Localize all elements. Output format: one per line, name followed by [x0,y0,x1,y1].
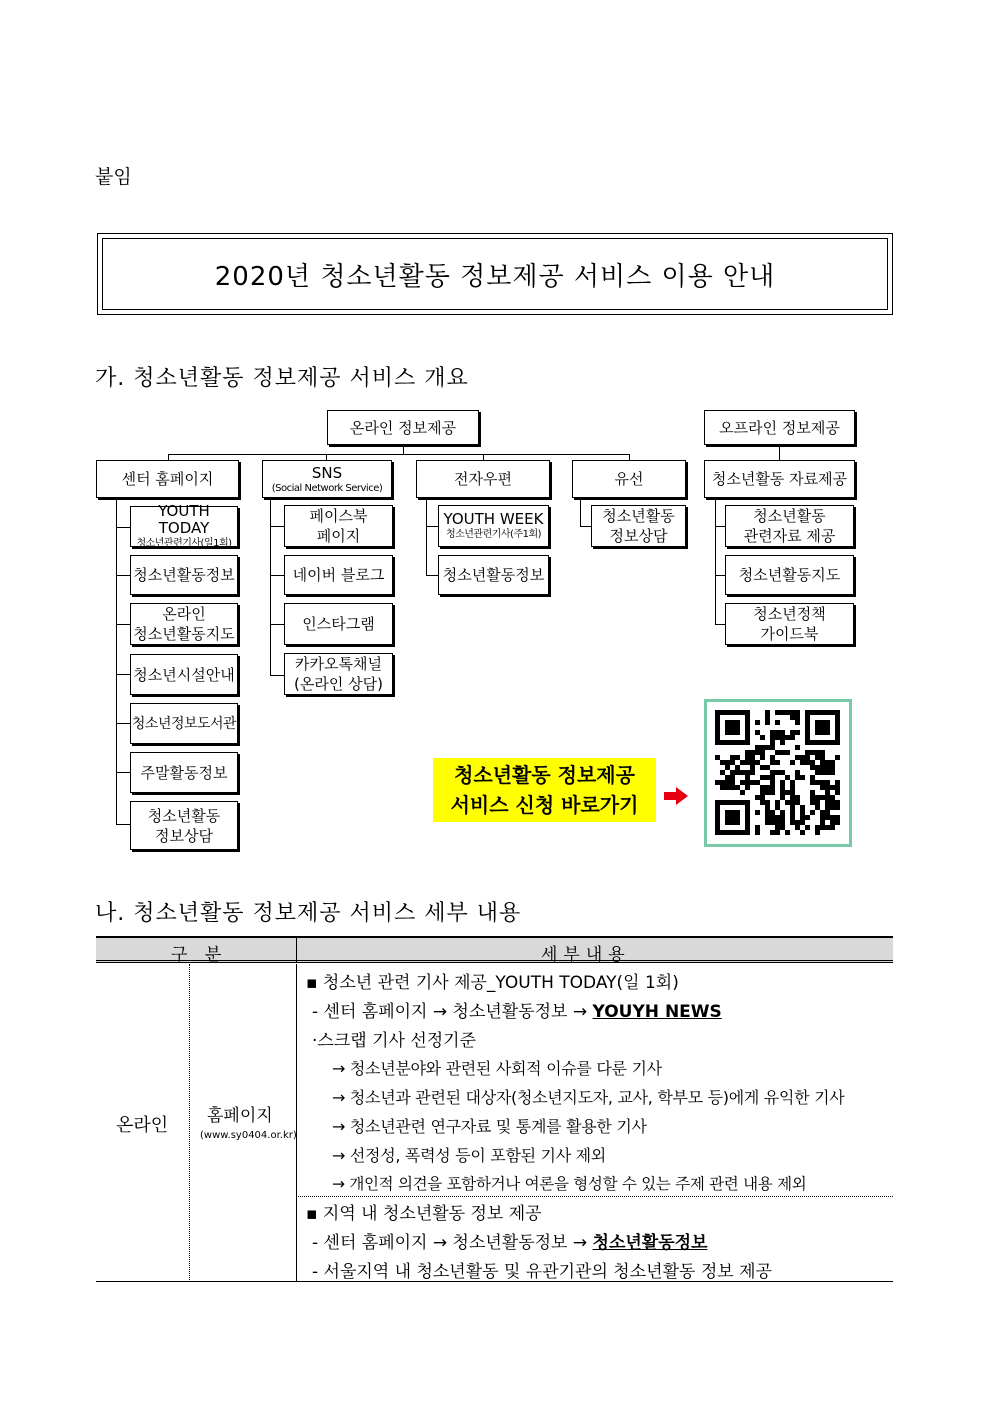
offline-activity-map-box: 청소년활동지도 [725,555,854,595]
youth-today-box: YOUTH TODAY 청소년관련기사(일1회) [130,506,238,547]
detail-line: → 선정성, 폭력성 등이 포함된 기사 제외 [332,1146,606,1165]
section-a-heading: 가. 청소년활동 정보제공 서비스 개요 [95,366,469,391]
online-root-box: 온라인 정보제공 [327,410,479,445]
subcategory-homepage: 홈페이지 [207,1106,273,1126]
title-box [97,233,893,315]
detail-line: ·스크랩 기사 선정기준 [312,1031,477,1051]
qr-code-icon [707,702,849,844]
detail-line: - 서울지역 내 청소년활동 및 유관기관의 청소년활동 정보 제공 [312,1262,772,1282]
right-arrow-icon [664,787,688,805]
activity-info-link[interactable]: 청소년활동정보 [592,1233,708,1253]
promo-line-2: 서비스 신청 바로가기 [450,793,639,817]
offline-root-box: 오프라인 정보제공 [704,410,855,445]
youth-facility-box: 청소년시설안내 [130,654,238,695]
weekend-activity-box: 주말활동정보 [130,752,238,793]
table-header [96,936,893,963]
attachment-label: 붙임 [95,166,132,188]
materials-provision-box: 청소년활동 관련자료 제공 [725,505,854,547]
offline-materials-box: 청소년활동 자료제공 [704,460,855,498]
detail-line: ▪ 청소년 관련 기사 제공_YOUTH TODAY(일 1회) [306,973,679,993]
activity-counsel-box: 청소년활동 정보상담 [130,801,238,850]
phone-counsel-box: 청소년활동 정보상담 [591,505,686,547]
detail-line: → 청소년분야와 관련된 사회적 이슈를 다룬 기사 [332,1059,662,1078]
header-category: 구 분 [171,945,228,965]
youth-news-link[interactable]: YOUYH NEWS [592,1002,722,1022]
apply-shortcut-banner[interactable] [433,758,656,822]
detail-line: - 센터 홈페이지 → 청소년활동정보 → 청소년활동정보 [312,1233,708,1253]
page-title: 2020년 청소년활동 정보제공 서비스 이용 안내 [102,238,888,310]
youth-week-box: YOUTH WEEK 청소년관련기사(주1회) [438,505,549,547]
naver-blog-box: 네이버 블로그 [284,555,393,595]
phone-box: 유선 [572,460,686,498]
detail-line: → 청소년관련 연구자료 및 통계를 활용한 기사 [332,1117,647,1136]
facebook-box: 페이스북 페이지 [284,505,393,547]
detail-line: → 청소년과 관련된 대상자(청소년지도자, 교사, 학부모 등)에게 유익한 기사 [332,1088,845,1107]
online-activity-map-box: 온라인 청소년활동지도 [130,603,238,645]
detail-table [96,936,893,1282]
email-activity-info-box: 청소년활동정보 [438,555,549,595]
section-b-heading: 나. 청소년활동 정보제공 서비스 세부 내용 [95,901,522,926]
center-homepage-box: 센터 홈페이지 [96,460,239,498]
header-detail: 세부내용 [541,945,631,965]
email-box: 전자우편 [416,460,550,498]
kakaotalk-box: 카카오톡채널 (온라인 상담) [284,653,393,695]
youth-library-box: 청소년정보도서관 [130,703,238,744]
subcategory-url[interactable]: (www.sy0404.or.kr) [200,1130,297,1141]
instagram-box: 인스타그램 [284,603,393,645]
category-online: 온라인 [116,1115,169,1136]
promo-line-1: 청소년활동 정보제공 [454,763,635,787]
detail-line: ▪ 지역 내 청소년활동 정보 제공 [306,1204,542,1224]
policy-guidebook-box: 청소년정책 가이드북 [725,603,854,645]
detail-line: - 센터 홈페이지 → 청소년활동정보 → YOUYH NEWS [312,1002,722,1022]
detail-line: → 개인적 의견을 포함하거나 여론을 형성할 수 있는 주제 관련 내용 제외 [332,1175,807,1193]
qr-code[interactable] [704,699,852,847]
sns-box: SNS (Social Network Service) [262,460,392,498]
youth-activity-info-box: 청소년활동정보 [130,555,238,595]
